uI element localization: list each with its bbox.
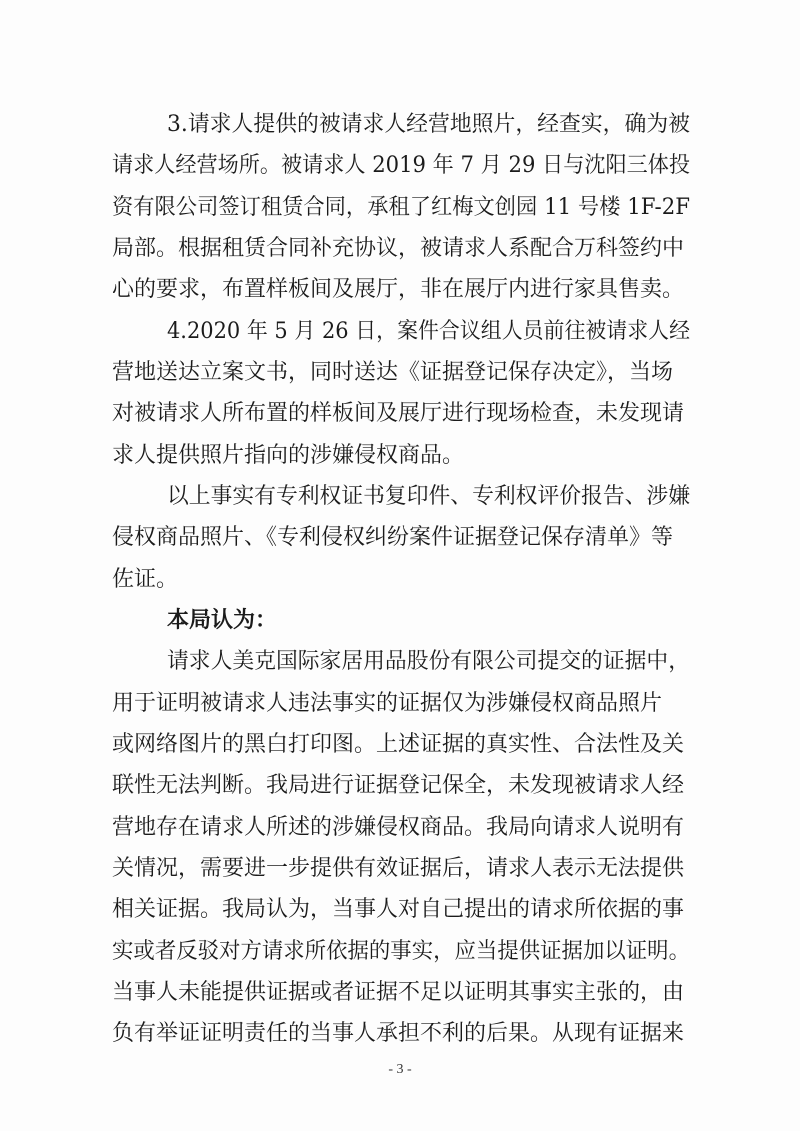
line-text: 联性无法判断。我局进行证据登记保全，未发现被请求人经 xyxy=(112,773,685,798)
text-line xyxy=(0,440,800,472)
text-line xyxy=(0,316,800,348)
text-line xyxy=(0,357,800,389)
line-text: 心的要求，布置样板间及展厅，非在展厅内进行家具售卖。 xyxy=(112,277,685,302)
line-text: 营地存在请求人所述的涉嫌侵权商品。我局向请求人说明有 xyxy=(112,815,685,840)
text-line xyxy=(0,646,800,678)
text-line xyxy=(0,150,800,182)
line-text: 请求人经营场所。被请求人 2019 年 7 月 29 日与沈阳三体投 xyxy=(112,153,690,178)
text-line xyxy=(0,481,800,513)
line-text: 求人提供照片指向的涉嫌侵权商品。 xyxy=(112,443,465,468)
line-text: 3.请求人提供的被请求人经营地照片，经查实，确为被 xyxy=(167,112,690,137)
text-line xyxy=(0,936,800,968)
line-text: 资有限公司签订租赁合同，承租了红梅文创园 11 号楼 1F-2F xyxy=(112,195,690,220)
text-line xyxy=(0,977,800,1009)
text-line xyxy=(0,894,800,926)
line-text: 当事人未能提供证据或者证据不足以证明其事实主张的，由 xyxy=(112,980,685,1005)
line-text: 实或者反驳对方请求所依据的事实，应当提供证据加以证明。 xyxy=(112,939,690,964)
line-text: 用于证明被请求人违法事实的证据仅为涉嫌侵权商品照片 xyxy=(112,691,663,716)
text-line xyxy=(0,398,800,430)
section-heading xyxy=(0,605,800,637)
line-text: 相关证据。我局认为，当事人对自己提出的请求所依据的事 xyxy=(112,897,685,922)
text-line xyxy=(0,522,800,554)
text-line xyxy=(0,192,800,224)
line-text: 以上事实有专利权证书复印件、专利权评价报告、涉嫌 xyxy=(167,484,690,509)
line-text: 侵权商品照片、《专利侵权纠纷案件证据登记保存清单》等 xyxy=(112,525,674,550)
text-line xyxy=(0,812,800,844)
line-text: 局部。根据租赁合同补充协议，被请求人系配合万科签约中 xyxy=(112,236,685,261)
heading-text: 本局认为： xyxy=(167,608,278,633)
text-line xyxy=(0,729,800,761)
line-text: 关情况，需要进一步提供有效证据后，请求人表示无法提供 xyxy=(112,856,685,881)
line-text: 对被请求人所布置的样板间及展厅进行现场检查，未发现请 xyxy=(112,401,685,426)
line-text: 营地送达立案文书，同时送达《证据登记保存决定》，当场 xyxy=(112,360,674,385)
line-text: 负有举证证明责任的当事人承担不利的后果。从现有证据来 xyxy=(112,1021,685,1046)
text-line xyxy=(0,109,800,141)
line-text: 4.2020 年 5 月 26 日，案件合议组人员前往被请求人经 xyxy=(167,319,690,344)
text-line xyxy=(0,233,800,265)
text-line xyxy=(0,853,800,885)
page-number: - 3 - xyxy=(388,1062,412,1077)
line-text: 佐证。 xyxy=(112,567,179,592)
text-line xyxy=(0,1018,800,1050)
text-line xyxy=(0,688,800,720)
text-line xyxy=(0,770,800,802)
text-line xyxy=(0,274,800,306)
line-text: 请求人美克国际家居用品股份有限公司提交的证据中， xyxy=(167,649,690,674)
line-text: 或网络图片的黑白打印图。上述证据的真实性、合法性及关 xyxy=(112,732,685,757)
text-line xyxy=(0,564,800,596)
